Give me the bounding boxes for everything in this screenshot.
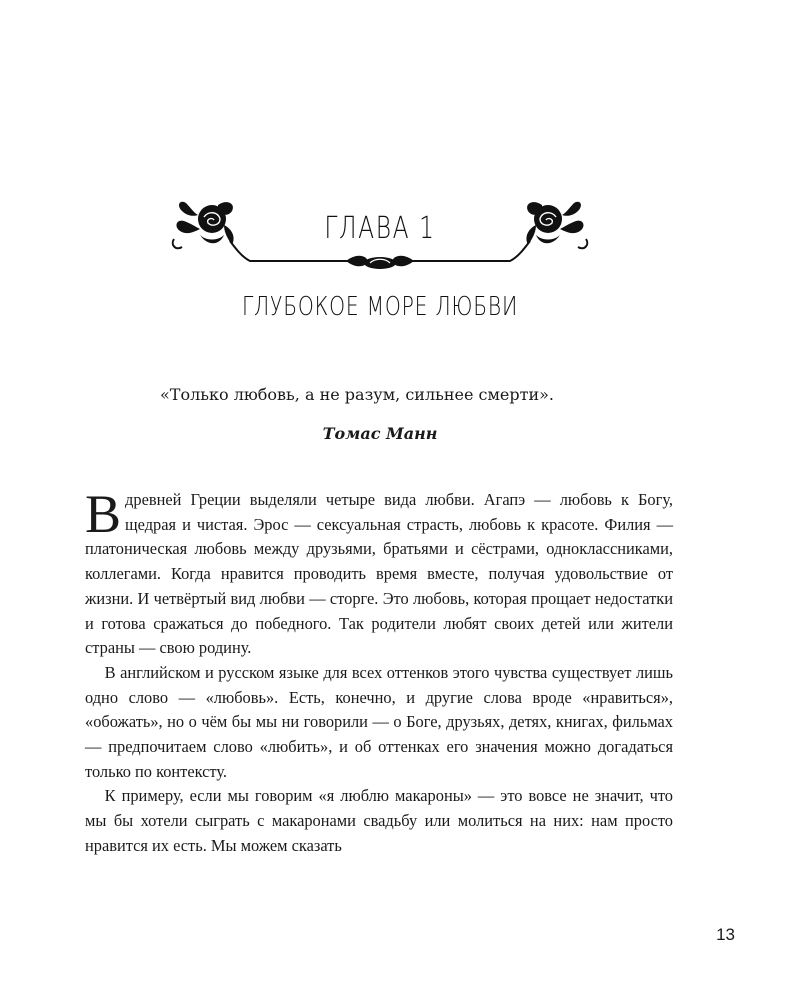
page-number: 13 [716,925,735,944]
chapter-header [170,195,590,280]
epigraph-author: Томас Манн [322,424,438,443]
paragraph: К примеру, если мы говорим «я люблю макароны» — это вовсе не значит, что мы бы хотели сыграть с макаронами свадьбу или молиться на них: нам просто нравится их есть. Мы можем сказать [85,786,673,855]
paragraph: В английском и русском языке для всех оттенков этого чувства существует лишь одно слово — «любовь». Есть, конечно, и другие слова вроде «нравиться», «обожать», но о чём бы мы ни говорили — о Боге, друзьях, детях, книгах, фильмах — предпочитаем слово «любить», и об оттенках его значения можно догадаться только по контексту. [85,662,673,781]
chapter-title: ГЛАВА 1 [324,211,436,246]
paragraph-text: древней Греции выделяли четыре вида любви. Агапэ — любовь к Богу, щедрая и чистая. Эрос — сексуальная страсть, любовь к красоте. Филия — платоническая любовь между друзьями, братьями и сёстрами, одноклассниками, коллегами. Когда нравится проводить время вместе, получая удовольствие от жизни. И четвёртый вид любви — сторге. Это любовь, которая прощает недостатки и готова сражаться до победного. Так родители любят своих детей или жители страны — свою родину. [85,490,673,658]
chapter-subtitle: ГЛУБОКОЕ МОРЕ ЛЮБВИ [241,292,519,322]
drop-cap: В [85,484,122,544]
body-text [85,484,673,859]
epigraph-quote: «Только любовь, а не разум, сильнее смерти». [160,385,555,404]
paragraph [85,484,673,661]
